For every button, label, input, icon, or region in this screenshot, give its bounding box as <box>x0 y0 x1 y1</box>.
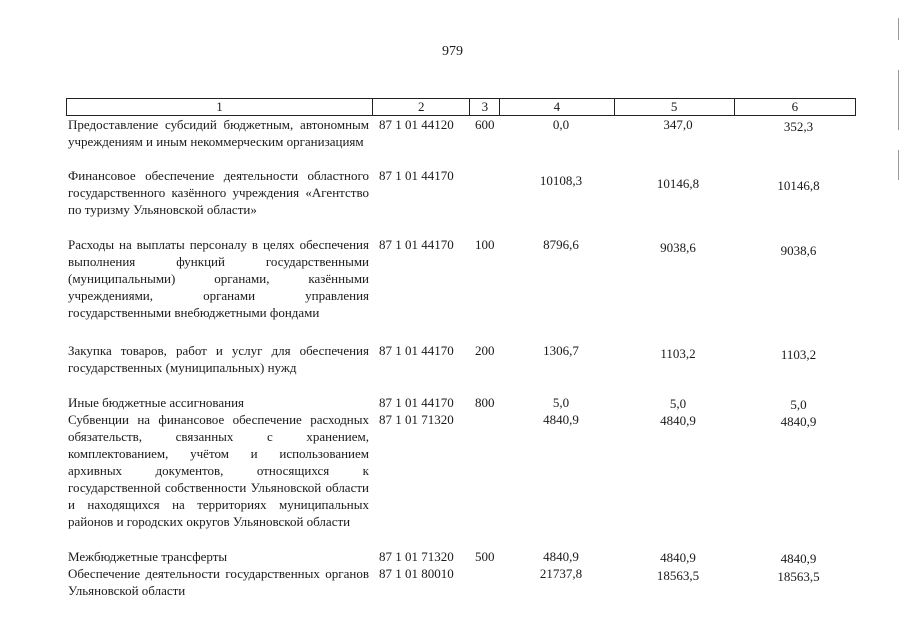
row-code: 87 1 01 44170 <box>379 168 454 183</box>
header-cell-6: 6 <box>791 99 799 114</box>
row-value-6: 18563,5 <box>777 569 820 584</box>
row-value-4: 10108,3 <box>539 173 583 188</box>
row-name: Предоставление субсидий бюджетным, автономным учреждениям и иным некоммерческим организациям <box>68 117 369 149</box>
row-value-6: 5,0 <box>790 397 807 412</box>
scan-margin-mark <box>898 150 899 180</box>
row-name: Межбюджетные трансферты <box>68 549 228 564</box>
row-value-5: 18563,5 <box>656 568 700 583</box>
header-cell-3: 3 <box>470 99 500 115</box>
row-code: 87 1 01 71320 <box>379 412 454 427</box>
scan-margin-mark <box>898 18 899 40</box>
row-value-4: 5,0 <box>552 395 570 410</box>
row-value-6: 4840,9 <box>780 551 817 566</box>
row-value-4: 8796,6 <box>543 237 579 252</box>
header-cell-2: 2 <box>373 99 470 115</box>
row-code: 87 1 01 71320 <box>379 549 454 564</box>
row-value-4: 4840,9 <box>543 412 579 427</box>
row-code: 87 1 01 44170 <box>379 343 454 358</box>
row-code: 87 1 01 44170 <box>379 237 454 252</box>
row-value-6: 4840,9 <box>780 414 817 429</box>
row-value-5: 4840,9 <box>660 550 696 565</box>
row-value-5: 5,0 <box>669 396 687 411</box>
row-type: 100 <box>475 237 495 252</box>
row-code: 87 1 01 44170 <box>379 395 454 410</box>
scan-margin-mark <box>898 70 899 130</box>
row-type: 800 <box>475 395 495 410</box>
row-value-5: 9038,6 <box>660 240 696 255</box>
header-cell-5: 5 <box>615 99 735 115</box>
row-value-5: 347,0 <box>663 117 693 132</box>
row-name: Субвенции на финансовое обеспечение расходных обязательств, связанных с хранением, комплектованием, учётом и использованием архивных документов, относящихся к государственной собственности Ульяновской области и находящихся на территориях муниципальных районов и городских округов Ульяновской области <box>68 412 369 529</box>
row-type: 500 <box>475 549 495 564</box>
header-cell-1: 1 <box>67 99 373 115</box>
row-value-4: 0,0 <box>552 117 570 132</box>
row-value-4: 21737,8 <box>539 566 583 581</box>
row-value-5: 10146,8 <box>656 176 700 191</box>
row-type: 200 <box>475 343 495 358</box>
row-value-6: 352,3 <box>783 119 814 134</box>
row-value-6: 9038,6 <box>780 243 817 258</box>
row-code: 87 1 01 44120 <box>379 117 454 132</box>
row-name: Обеспечение деятельности государственных органов Ульяновской области <box>68 566 369 598</box>
row-code: 87 1 01 80010 <box>379 566 454 581</box>
row-name: Расходы на выплаты персоналу в целях обеспечения выполнения функций государственными (муниципальными) органами, казёнными учреждениями, органами управления государственными внебюджетными фондами <box>68 237 369 320</box>
header-cell-4: 4 <box>500 99 614 115</box>
row-name: Финансовое обеспечение деятельности областного государственного казённого учреждения «Агентство по туризму Ульяновской области» <box>68 168 369 217</box>
row-value-6: 10146,8 <box>777 178 820 193</box>
row-value-5: 4840,9 <box>660 413 696 428</box>
row-value-4: 1306,7 <box>543 343 579 358</box>
row-name: Иные бюджетные ассигнования <box>68 395 245 410</box>
row-name: Закупка товаров, работ и услуг для обеспечения государственных (муниципальных) нужд <box>68 343 369 375</box>
table-header <box>66 98 856 116</box>
row-value-6: 1103,2 <box>780 347 817 362</box>
row-value-5: 1103,2 <box>660 346 696 361</box>
row-value-4: 4840,9 <box>543 549 579 564</box>
page-number: 979 <box>442 44 463 59</box>
row-type: 600 <box>475 117 495 132</box>
